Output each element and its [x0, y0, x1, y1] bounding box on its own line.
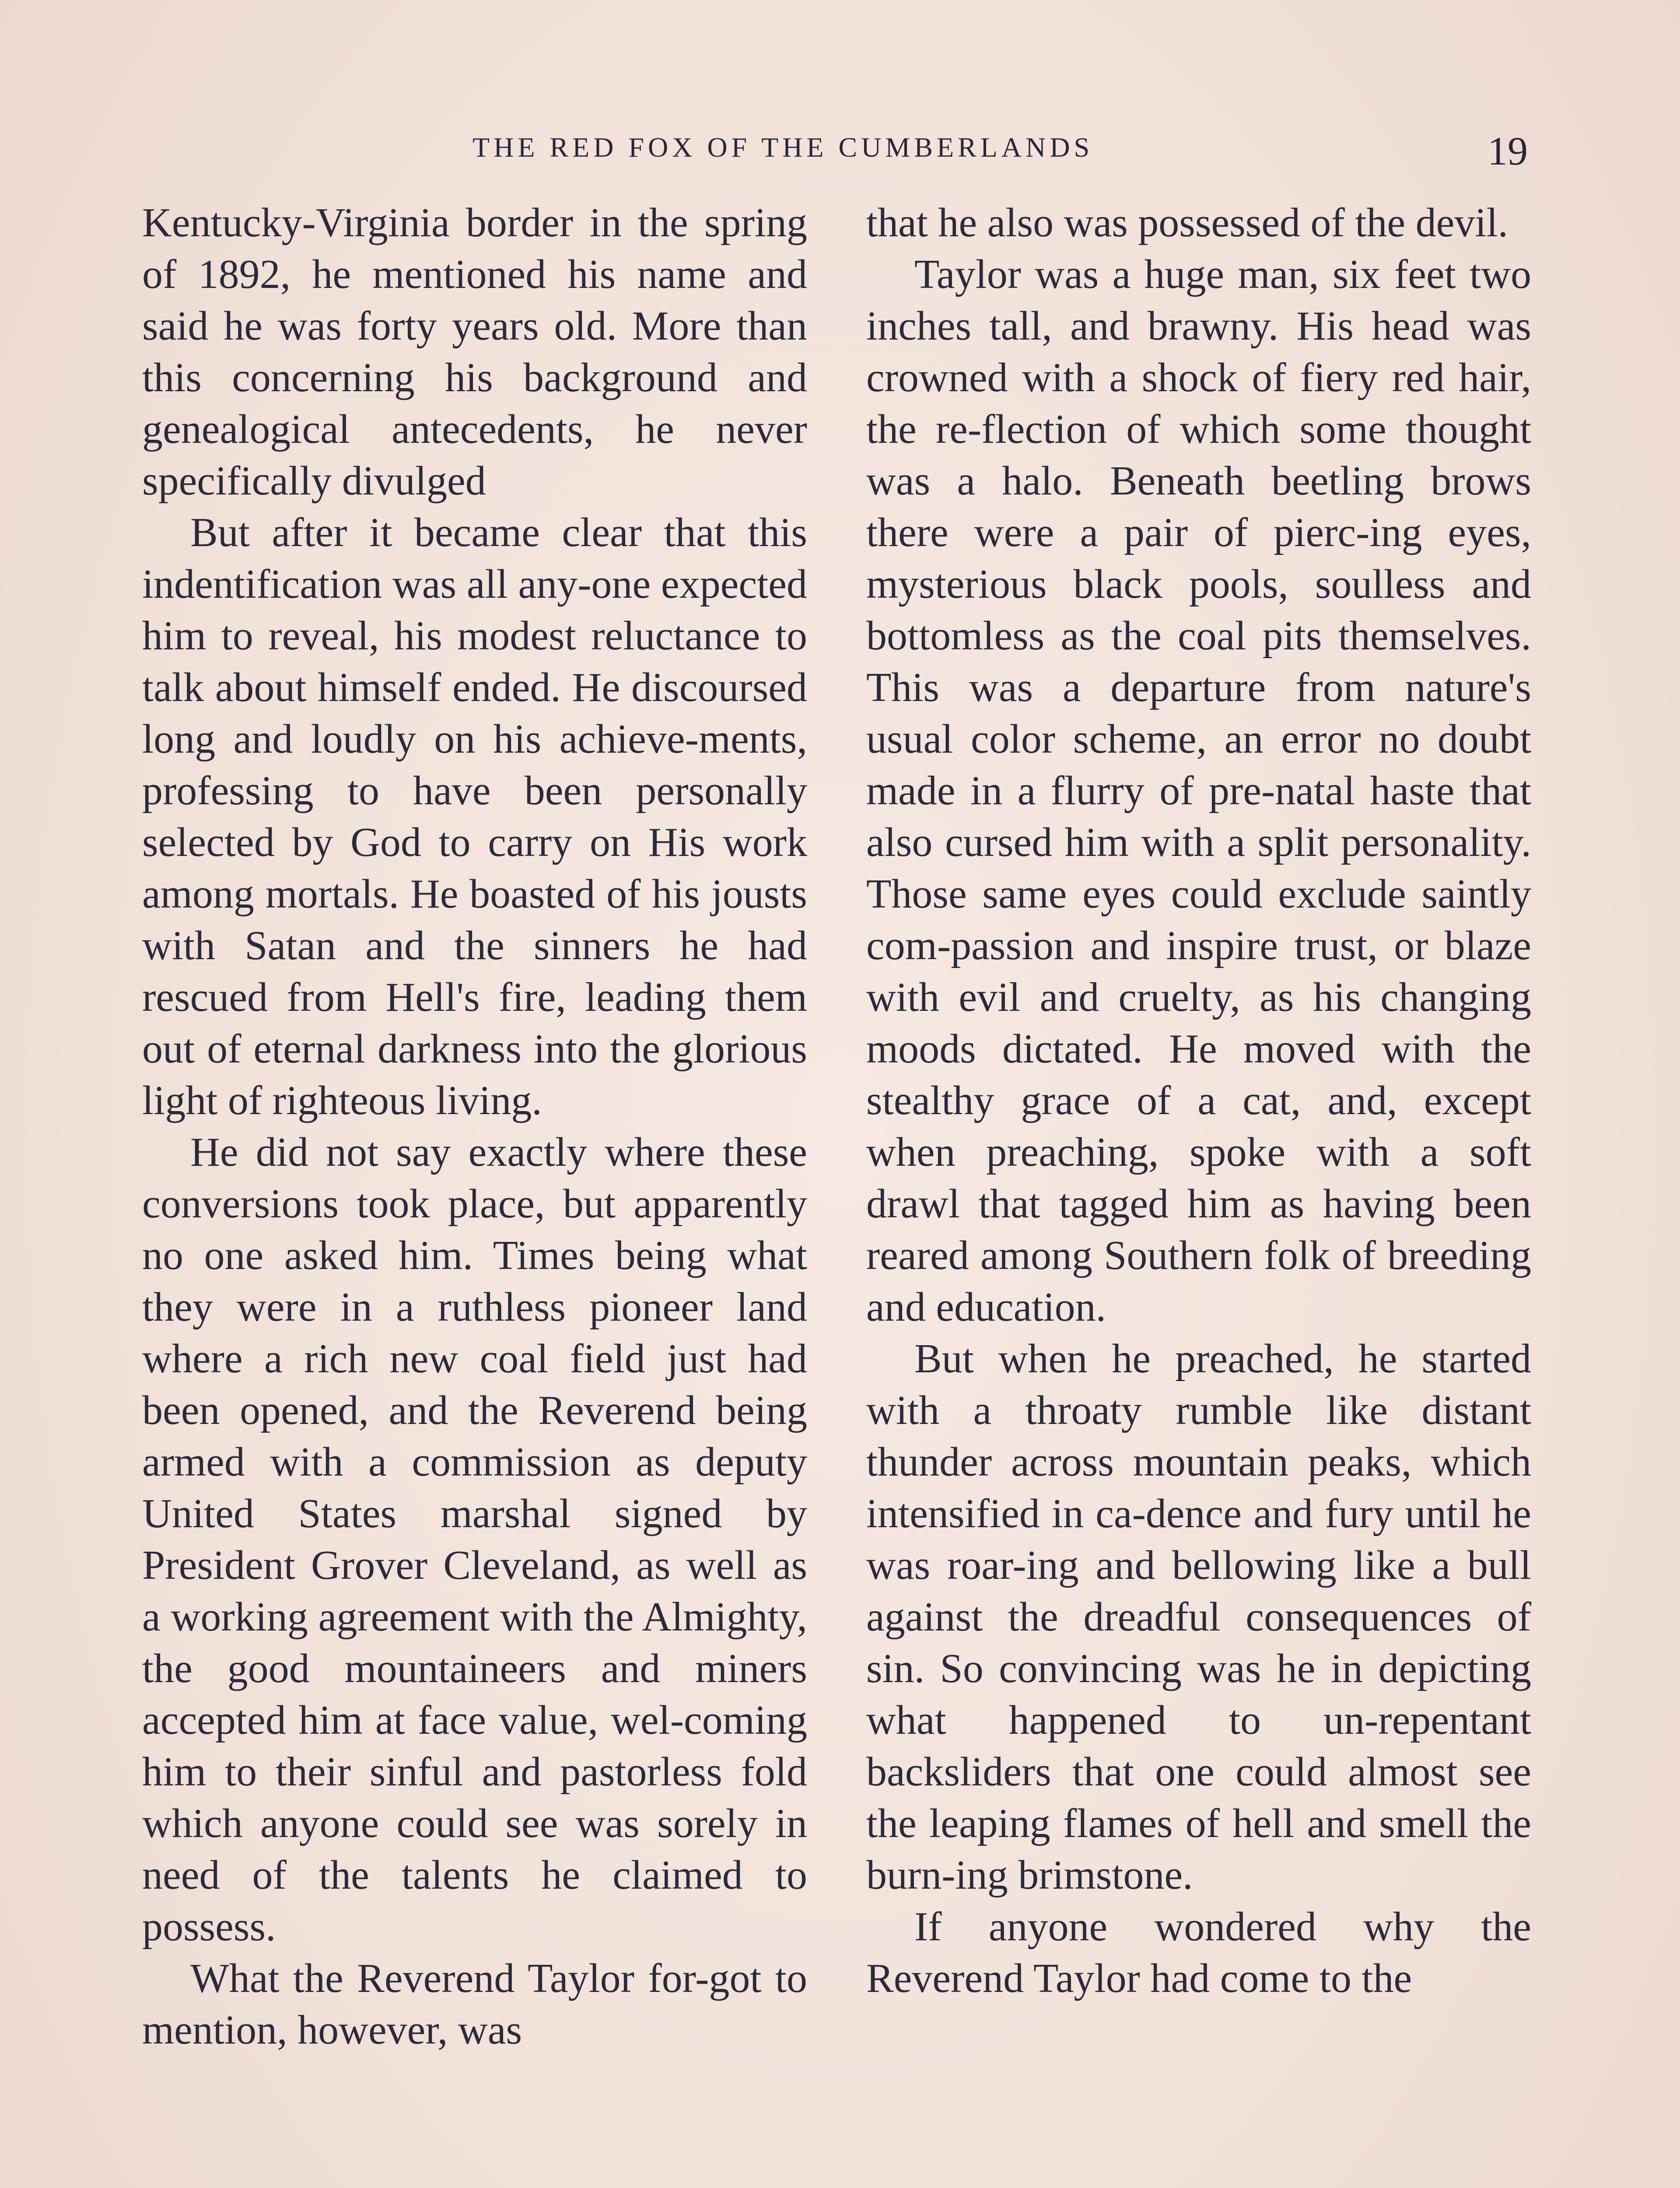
- paragraph: What the Reverend Taylor for-got to mention, however, was: [142, 1956, 807, 2053]
- paragraph: Taylor was a huge man, six feet two inches tall, and brawny. His head was crowned with a shock of fiery red hair, the re-flection of which some thought was a halo. Beneath beetling brows there were a pair of pierc-ing eyes, mysterious black pools, soulless and bottomless as the coal pits themselves. This was a departure from nature's usual color scheme, an error no doubt made in a flurry of pre-natal haste that also cursed him with a split personality. Those same eyes could exclude saintly com-passion and inspire trust, or blaze with evil and cruelty, as his changing moods dictated. He moved with the stealthy grace of a cat, and, except when preaching, spoke with a soft drawl that tagged him as having been reared among Southern folk of breeding and education.: [866, 252, 1531, 1330]
- paragraph: If anyone wondered why the Reverend Taylor had come to the: [866, 1904, 1531, 2001]
- running-head: THE RED FOX OF THE CUMBERLANDS: [472, 132, 1094, 163]
- paragraph: that he also was possessed of the devil.: [866, 200, 1508, 245]
- page-number: 19: [1488, 129, 1528, 173]
- paragraph: But after it became clear that this indentification was all any-one expected him to reveal, his modest reluctance to talk about himself ended. He discoursed long and loudly on his achieve-ments, professing to have been personally selected by God to carry on His work among mortals. He boasted of his jousts with Satan and the sinners he had rescued from Hell's fire, leading them out of eternal darkness into the glorious light of righteous living.: [142, 510, 807, 1123]
- right-text-column: [866, 197, 1531, 2004]
- left-text-column: [142, 197, 807, 2056]
- paragraph: He did not say exactly where these conversions took place, but apparently no one asked him. Times being what they were in a ruthless pioneer land where a rich new coal field just had been opened, and the Reverend being armed with a commission as deputy United States marshal signed by President Grover Cleveland, as well as a working agreement with the Almighty, the good mountaineers and miners accepted him at face value, wel-coming him to their sinful and pastorless fold which anyone could see was sorely in need of the talents he claimed to possess.: [142, 1129, 807, 1950]
- paragraph: But when he preached, he started with a throaty rumble like distant thunder across mountain peaks, which intensified in ca-dence and fury until he was roar-ing and bellowing like a bull against the dreadful consequences of sin. So convincing was he in depicting what happened to un-repentant backsliders that one could almost see the leaping flames of hell and smell the burn-ing brimstone.: [866, 1336, 1531, 1898]
- paragraph: Kentucky-Virginia border in the spring of 1892, he mentioned his name and said he was forty years old. More than this concerning his background and genealogical antecedents, he never specifically divulged: [142, 200, 807, 504]
